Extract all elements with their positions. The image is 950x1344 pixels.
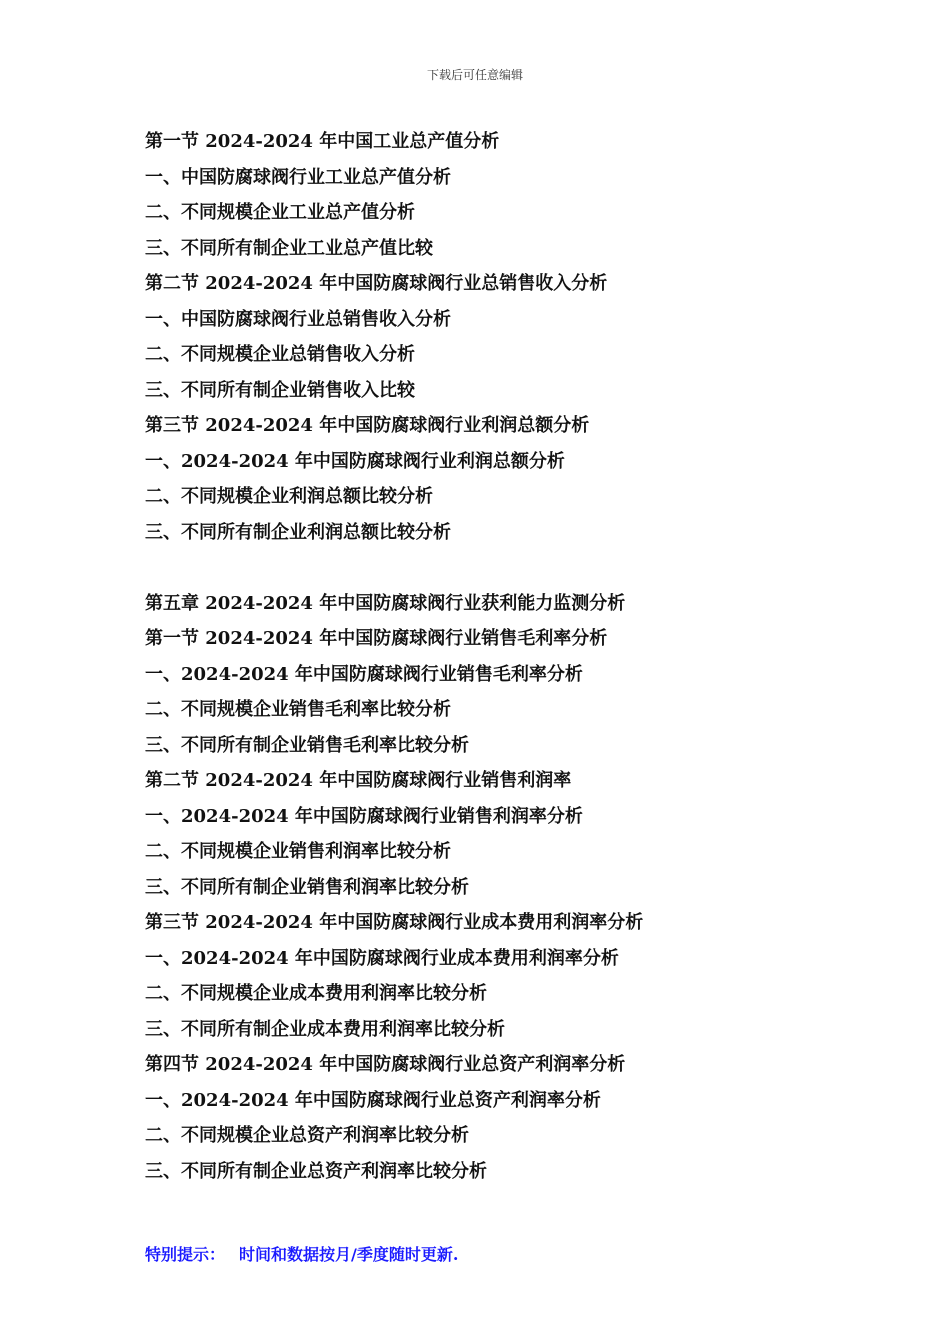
toc-item: 二、不同规模企业工业总产值分析 xyxy=(145,202,415,223)
notice-text: 时间和数据按月/季度随时更新. xyxy=(239,1245,459,1264)
toc-section-heading: 第四节 2024-2024 年中国防腐球阀行业总资产利润率分析 xyxy=(145,1054,626,1075)
toc-section-heading: 第一节 2024-2024 年中国防腐球阀行业销售毛利率分析 xyxy=(145,628,608,649)
toc-item: 二、不同规模企业利润总额比较分析 xyxy=(145,486,433,507)
special-notice xyxy=(145,1242,458,1265)
toc-section-heading: 第一节 2024-2024 年中国工业总产值分析 xyxy=(145,131,500,152)
toc-item: 一、中国防腐球阀行业工业总产值分析 xyxy=(145,166,451,188)
toc-item: 三、不同所有制企业销售毛利率比较分析 xyxy=(145,734,469,756)
toc-item: 三、不同所有制企业总资产利润率比较分析 xyxy=(145,1160,487,1182)
toc-item: 一、2024-2024 年中国防腐球阀行业销售利润率分析 xyxy=(145,805,583,827)
toc-item: 一、2024-2024 年中国防腐球阀行业总资产利润率分析 xyxy=(145,1089,601,1111)
toc-item: 二、不同规模企业销售利润率比较分析 xyxy=(145,841,451,862)
toc-item: 一、中国防腐球阀行业总销售收入分析 xyxy=(145,308,451,330)
toc-item: 三、不同所有制企业利润总额比较分析 xyxy=(145,521,451,543)
toc-item: 三、不同所有制企业销售收入比较 xyxy=(145,379,415,401)
toc-section-heading: 第三节 2024-2024 年中国防腐球阀行业利润总额分析 xyxy=(145,415,590,436)
toc-item: 一、2024-2024 年中国防腐球阀行业利润总额分析 xyxy=(145,450,565,472)
toc-item: 二、不同规模企业销售毛利率比较分析 xyxy=(145,699,451,720)
toc-item: 三、不同所有制企业成本费用利润率比较分析 xyxy=(145,1018,505,1040)
toc-section-heading: 第二节 2024-2024 年中国防腐球阀行业销售利润率 xyxy=(145,770,572,791)
toc-item: 二、不同规模企业总销售收入分析 xyxy=(145,344,415,365)
toc-section-heading: 第三节 2024-2024 年中国防腐球阀行业成本费用利润率分析 xyxy=(145,912,644,933)
toc-item: 二、不同规模企业总资产利润率比较分析 xyxy=(145,1125,469,1146)
toc-item: 二、不同规模企业成本费用利润率比较分析 xyxy=(145,983,487,1004)
header-note: 下载后可任意编辑 xyxy=(426,68,523,82)
toc-item: 三、不同所有制企业工业总产值比较 xyxy=(145,237,433,259)
toc-section-heading: 第二节 2024-2024 年中国防腐球阀行业总销售收入分析 xyxy=(145,273,608,294)
toc-chapter-heading: 第五章 2024-2024 年中国防腐球阀行业获利能力监测分析 xyxy=(145,592,626,614)
toc-item: 一、2024-2024 年中国防腐球阀行业销售毛利率分析 xyxy=(145,663,583,685)
section-spacer xyxy=(145,550,845,586)
toc-item: 三、不同所有制企业销售利润率比较分析 xyxy=(145,876,469,898)
notice-label: 特别提示： xyxy=(145,1245,226,1264)
table-of-contents xyxy=(145,124,845,1189)
toc-item: 一、2024-2024 年中国防腐球阀行业成本费用利润率分析 xyxy=(145,947,619,969)
